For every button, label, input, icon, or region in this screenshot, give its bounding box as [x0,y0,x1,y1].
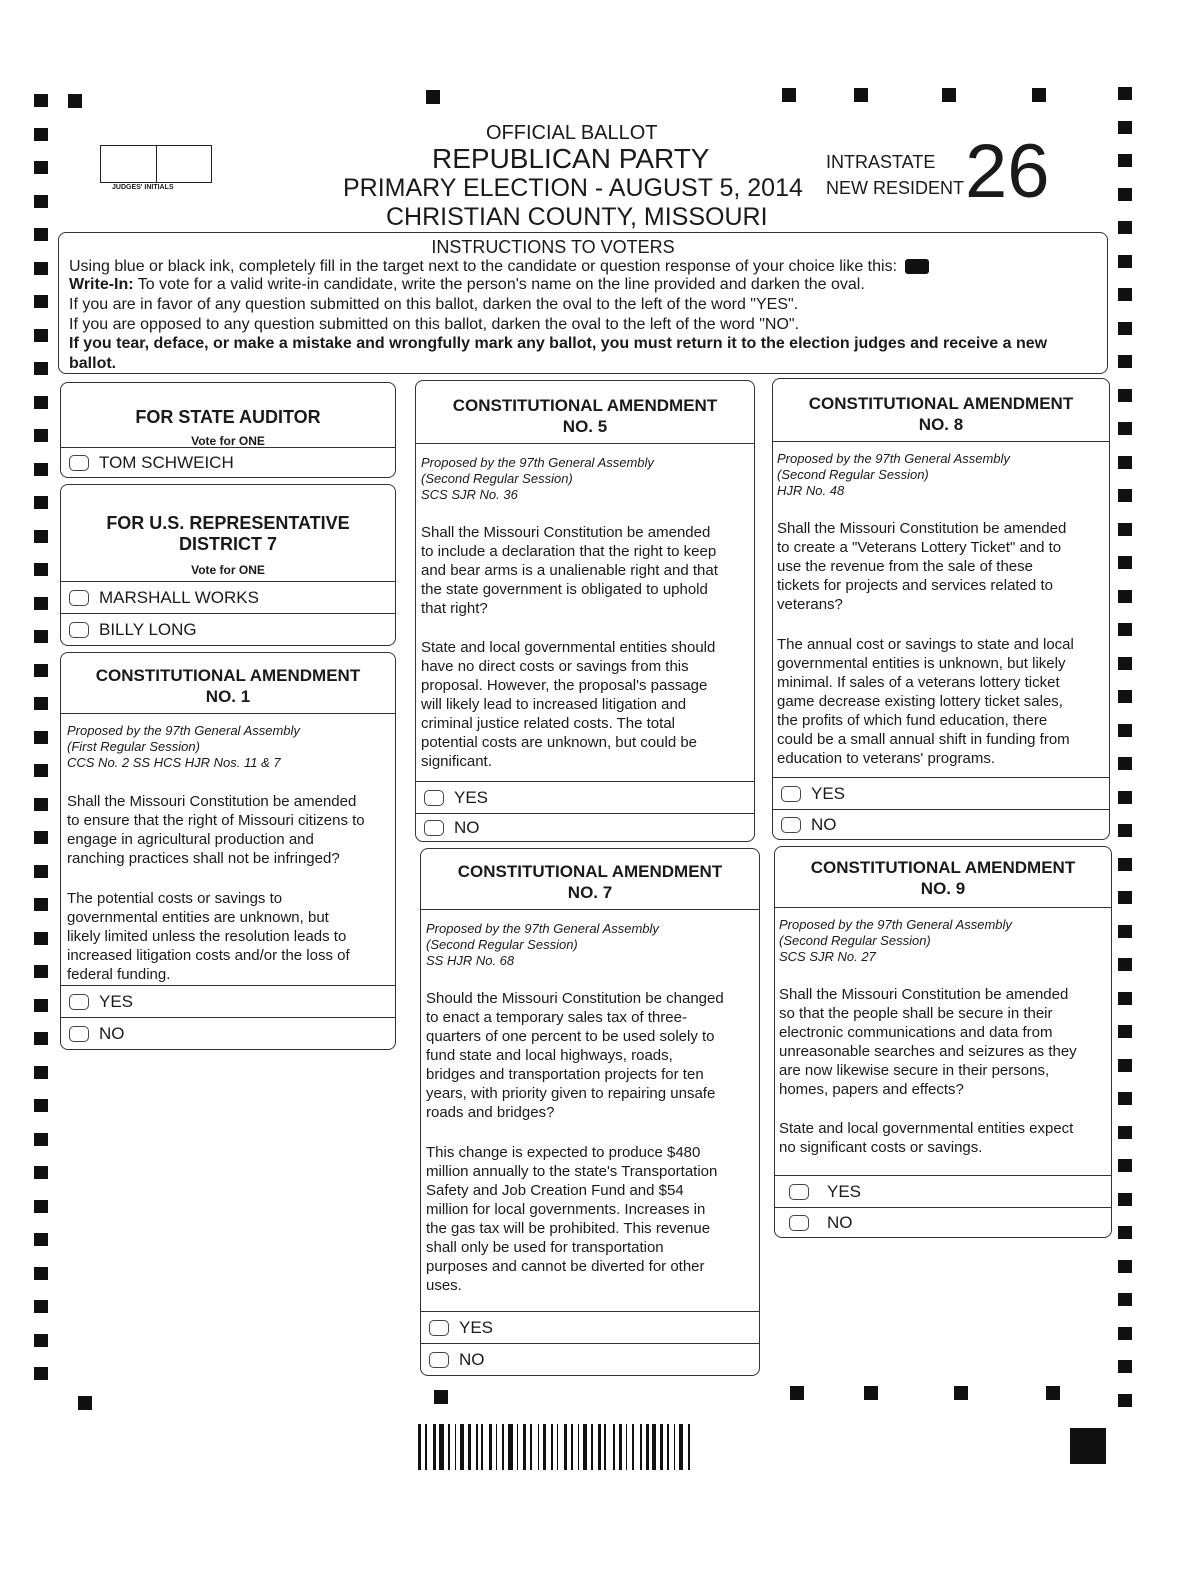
timing-mark [34,831,48,844]
yes-option[interactable]: YES [416,781,754,814]
judges-initials-box[interactable] [100,145,212,183]
amendment-title: CONSTITUTIONAL AMENDMENT [452,396,718,415]
instructions-line5: If you tear, deface, or make a mistake and wrongfully mark any ballot, you must return it to the election judges and receive a new ballot. [69,335,1048,372]
timing-mark [34,1099,48,1112]
timing-mark [34,1066,48,1079]
yes-option[interactable]: YES [421,1311,759,1344]
timing-mark [34,195,48,208]
timing-mark [34,396,48,409]
timing-mark [1118,623,1132,636]
timing-mark [1118,556,1132,569]
timing-mark [1118,992,1132,1005]
barcode-bar [598,1424,601,1470]
new-resident-label: NEW RESIDENT [826,178,965,198]
amendment-8-fiscal-note: The annual cost or savings to state and local governmental entities is unknown, but likely minimal. If sales of a veterans lottery ticket game decrease existing lottery ticket sales, the profits of which fund education, there could be a small annual shift in funding from education to veterans' programs. [777,636,1074,767]
no-oval[interactable] [429,1352,449,1368]
barcode-bar [674,1424,675,1470]
timing-mark [854,88,868,102]
barcode-bar [476,1424,478,1470]
timing-mark [1118,288,1132,301]
timing-mark [1118,121,1132,134]
timing-mark [34,1133,48,1146]
yes-oval[interactable] [429,1320,449,1336]
timing-mark [34,228,48,241]
barcode-bar [626,1424,627,1470]
timing-mark [34,329,48,342]
candidate-oval[interactable] [69,622,89,638]
timing-mark [34,597,48,610]
timing-mark [1118,389,1132,402]
barcode-bar [523,1424,526,1470]
timing-mark [34,865,48,878]
timing-mark [1118,523,1132,536]
amendment-title: CONSTITUTIONAL AMENDMENT [810,858,1076,877]
state-auditor-title: FOR STATE AUDITOR [135,407,321,427]
yes-oval[interactable] [781,786,801,802]
county-title: CHRISTIAN COUNTY, MISSOURI [386,203,768,231]
amendment-8-contest [772,378,1110,840]
intrastate-label: INTRASTATE [826,152,936,172]
instructions-line1: Using blue or black ink, completely fill in the target next to the candidate or question response of your choice like this: [69,258,1107,276]
barcode-bar [481,1424,483,1470]
barcode-bar [591,1424,593,1470]
timing-mark [1118,1260,1132,1273]
judges-initials-label: JUDGES' INITIALS [112,184,174,191]
timing-mark [1118,1126,1132,1139]
amendment-9-contest [774,846,1112,1238]
barcode-bar [538,1424,539,1470]
barcode-bar [583,1424,587,1470]
amendment-number: NO. 8 [918,415,964,434]
timing-mark [34,1367,48,1380]
yes-option[interactable]: YES [773,777,1109,810]
amendment-5-question: Shall the Missouri Constitution be amended to include a declaration that the right to keep and bear arms is a unalienable right and that the state government is obligated to uphold that right? [421,524,718,617]
party-title: REPUBLICAN PARTY [432,143,710,174]
timing-mark [34,630,48,643]
timing-mark [78,1396,92,1410]
timing-mark [1046,1386,1060,1400]
barcode-bar [564,1424,567,1470]
timing-mark [1118,1327,1132,1340]
timing-mark [34,362,48,375]
barcode-bar [543,1424,546,1470]
barcode-bar [508,1424,513,1470]
timing-mark [34,161,48,174]
timing-mark [1118,1159,1132,1172]
amendment-8-proposed: Proposed by the 97th General Assembly (Second Regular Session) HJR No. 48 [777,451,1010,498]
barcode-bar [640,1424,642,1470]
ballot-barcode [418,1424,913,1470]
amendment-7-fiscal-note: This change is expected to produce $480 million annually to the state's Transportation Safety and Job Creation Fund and $54 million for local governments. Increases in the gas tax will be prohibited. This revenue shall only be used for transportation purposes and cannot be diverted for other uses. [426,1144,718,1294]
amendment-5-proposed: Proposed by the 97th General Assembly (Second Regular Session) SCS SJR No. 36 [421,455,654,502]
no-oval[interactable] [789,1215,809,1231]
timing-mark [1118,188,1132,201]
candidate-name: MARSHALL WORKS [99,588,259,607]
barcode-bar [632,1424,634,1470]
no-oval[interactable] [781,817,801,833]
state-auditor-contest [60,382,396,478]
timing-mark [34,463,48,476]
timing-mark [1118,791,1132,804]
timing-mark [34,798,48,811]
barcode-bar [688,1424,690,1470]
timing-mark [34,295,48,308]
yes-oval[interactable] [424,790,444,806]
timing-mark [954,1386,968,1400]
amendment-number: NO. 9 [920,879,966,898]
barcode-bar [489,1424,492,1470]
timing-mark [1118,1293,1132,1306]
timing-mark [34,1200,48,1213]
amendment-1-contest [60,652,396,1050]
barcode-bar [433,1424,436,1470]
barcode-bar [502,1424,504,1470]
timing-mark [34,1233,48,1246]
timing-mark [1118,724,1132,737]
barcode-bar [652,1424,656,1470]
timing-mark [34,262,48,275]
amendment-7-question: Should the Missouri Constitution be changed to enact a temporary sales tax of three- quarters of one percent to be used solely to fund state and local highways, roads, bridges and transportation projects for ten years, with priority given to repairing unsafe roads and bridges? [426,990,724,1121]
amendment-8-question: Shall the Missouri Constitution be amended to create a "Veterans Lottery Ticket" and to use the revenue from the sale of these tickets for projects and services related to veterans? [777,520,1067,613]
barcode-bar [496,1424,497,1470]
barcode-bar [660,1424,663,1470]
timing-mark [1118,255,1132,268]
timing-mark [426,90,440,104]
barcode-bar [646,1424,649,1470]
timing-mark [34,764,48,777]
barcode-bar [439,1424,444,1470]
candidate-row[interactable] [61,581,395,614]
timing-mark [1118,87,1132,100]
timing-mark [1032,88,1046,102]
yes-oval[interactable] [69,994,89,1010]
barcode-bar [613,1424,615,1470]
amendment-title: CONSTITUTIONAL AMENDMENT [457,862,723,881]
timing-mark [34,664,48,677]
timing-mark [34,697,48,710]
instructions-box [58,232,1108,374]
barcode-bar [468,1424,471,1470]
amendment-number: NO. 7 [567,883,613,902]
timing-mark [34,1032,48,1045]
state-auditor-vote-for: Vote for ONE [191,434,265,448]
barcode-bar [448,1424,450,1470]
barcode-bar [455,1424,456,1470]
barcode-bar [619,1424,622,1470]
timing-mark [1118,355,1132,368]
yes-oval[interactable] [789,1184,809,1200]
timing-mark [34,999,48,1012]
us-representative-title-2: DISTRICT 7 [178,534,277,554]
timing-mark [1118,1025,1132,1038]
timing-mark [1118,858,1132,871]
amendment-9-proposed: Proposed by the 97th General Assembly (Second Regular Session) SCS SJR No. 27 [779,917,1012,964]
barcode-bar [418,1424,421,1470]
timing-mark [34,932,48,945]
timing-mark [34,965,48,978]
timing-mark [1118,1394,1132,1407]
timing-mark [1118,489,1132,502]
amendment-1-proposed: Proposed by the 97th General Assembly (First Regular Session) CCS No. 2 SS HCS HJR Nos. 11 & 7 [67,723,300,770]
timing-mark [1118,690,1132,703]
no-option[interactable]: NO [416,813,754,842]
timing-mark [1118,154,1132,167]
amendment-5-fiscal-note: State and local governmental entities should have no direct costs or savings from this proposal. However, the proposal's passage will likely lead to increased litigation and criminal justice related costs. The total potential costs are unknown, but could be significant. [421,639,716,770]
amendment-number: NO. 5 [562,417,608,436]
official-ballot-label: OFFICIAL BALLOT [486,122,658,144]
timing-mark [1118,1226,1132,1239]
no-option[interactable]: NO [421,1343,759,1376]
yes-option[interactable]: YES [61,985,395,1018]
barcode-bar [578,1424,579,1470]
us-representative-contest [60,484,396,646]
amendment-title: CONSTITUTIONAL AMENDMENT [808,394,1074,413]
candidate-oval[interactable] [69,455,89,471]
timing-mark [1118,891,1132,904]
timing-mark [34,128,48,141]
filled-oval-example [905,259,929,274]
timing-mark [1118,1092,1132,1105]
timing-mark [34,94,48,107]
candidate-oval[interactable] [69,590,89,606]
timing-mark [1118,1059,1132,1072]
amendment-7-proposed: Proposed by the 97th General Assembly (Second Regular Session) SS HJR No. 68 [426,921,659,968]
instructions-title: INSTRUCTIONS TO VOTERS [431,237,675,257]
candidate-row[interactable] [61,613,395,646]
timing-mark [34,1300,48,1313]
instructions-writein: Write-In: To vote for a valid write-in candidate, write the person's name on the line provided and darken the oval. [69,276,865,293]
timing-mark [782,88,796,102]
timing-mark [34,563,48,576]
timing-mark [34,898,48,911]
no-option[interactable]: NO [775,1207,1111,1238]
timing-mark [1118,925,1132,938]
amendment-7-contest [420,848,760,1376]
timing-mark [790,1386,804,1400]
amendment-1-question: Shall the Missouri Constitution be amended to ensure that the right of Missouri citizens to engage in agricultural production and ranching practices shall not be infringed? [67,793,365,867]
amendment-5-contest [415,380,755,842]
timing-mark [1118,657,1132,670]
barcode-bar [517,1424,518,1470]
us-representative-title-1: FOR U.S. REPRESENTATIVE [106,513,350,533]
timing-mark [942,88,956,102]
timing-mark [34,731,48,744]
barcode-bar [667,1424,669,1470]
timing-mark [34,530,48,543]
barcode-bar [679,1424,683,1470]
amendment-1-fiscal-note: The potential costs or savings to governmental entities are unknown, but likely limited unless the resolution leads to increased litigation costs and/or the loss of federal funding. [67,890,350,983]
candidate-name: TOM SCHWEICH [99,453,234,472]
us-representative-vote-for: Vote for ONE [191,563,265,577]
corner-registration-mark [1070,1428,1106,1464]
amendment-number: NO. 1 [205,687,251,706]
yes-option[interactable]: YES [775,1175,1111,1208]
timing-mark [1118,757,1132,770]
timing-mark [34,1267,48,1280]
barcode-bar [604,1424,606,1470]
timing-mark [34,496,48,509]
timing-mark [1118,1360,1132,1373]
ballot-style-number: 26 [965,129,1050,214]
timing-mark [34,1166,48,1179]
barcode-bar [460,1424,464,1470]
no-oval[interactable] [69,1026,89,1042]
timing-mark [1118,456,1132,469]
candidate-row[interactable] [61,447,395,478]
no-option[interactable]: NO [61,1017,395,1050]
barcode-bar [425,1424,427,1470]
timing-mark [1118,322,1132,335]
timing-mark [1118,590,1132,603]
timing-mark [1118,1193,1132,1206]
barcode-bar [530,1424,532,1470]
timing-mark [434,1390,448,1404]
barcode-bar [571,1424,573,1470]
amendment-9-question: Shall the Missouri Constitution be amended so that the people shall be secure in their electronic communications and data from unreasonable searches and seizures as they are now likewise secure in their persons, homes, papers and effects? [779,986,1077,1098]
barcode-bar [551,1424,553,1470]
amendment-title: CONSTITUTIONAL AMENDMENT [95,666,361,685]
timing-mark [34,429,48,442]
instructions-line4: If you are opposed to any question submitted on this ballot, darken the oval to the left of the word "NO". [69,316,800,333]
timing-mark [864,1386,878,1400]
no-oval[interactable] [424,820,444,836]
timing-mark [1118,221,1132,234]
election-title: PRIMARY ELECTION - AUGUST 5, 2014 [343,174,803,202]
timing-mark [34,1334,48,1347]
amendment-9-fiscal-note: State and local governmental entities expect no significant costs or savings. [779,1120,1074,1156]
candidate-name: BILLY LONG [99,620,197,639]
no-option[interactable]: NO [773,809,1109,840]
barcode-bar [557,1424,558,1470]
timing-mark [68,94,82,108]
timing-mark [1118,422,1132,435]
instructions-line3: If you are in favor of any question submitted on this ballot, darken the oval to the left of the word "YES". [69,296,799,313]
timing-mark [1118,958,1132,971]
timing-mark [1118,824,1132,837]
